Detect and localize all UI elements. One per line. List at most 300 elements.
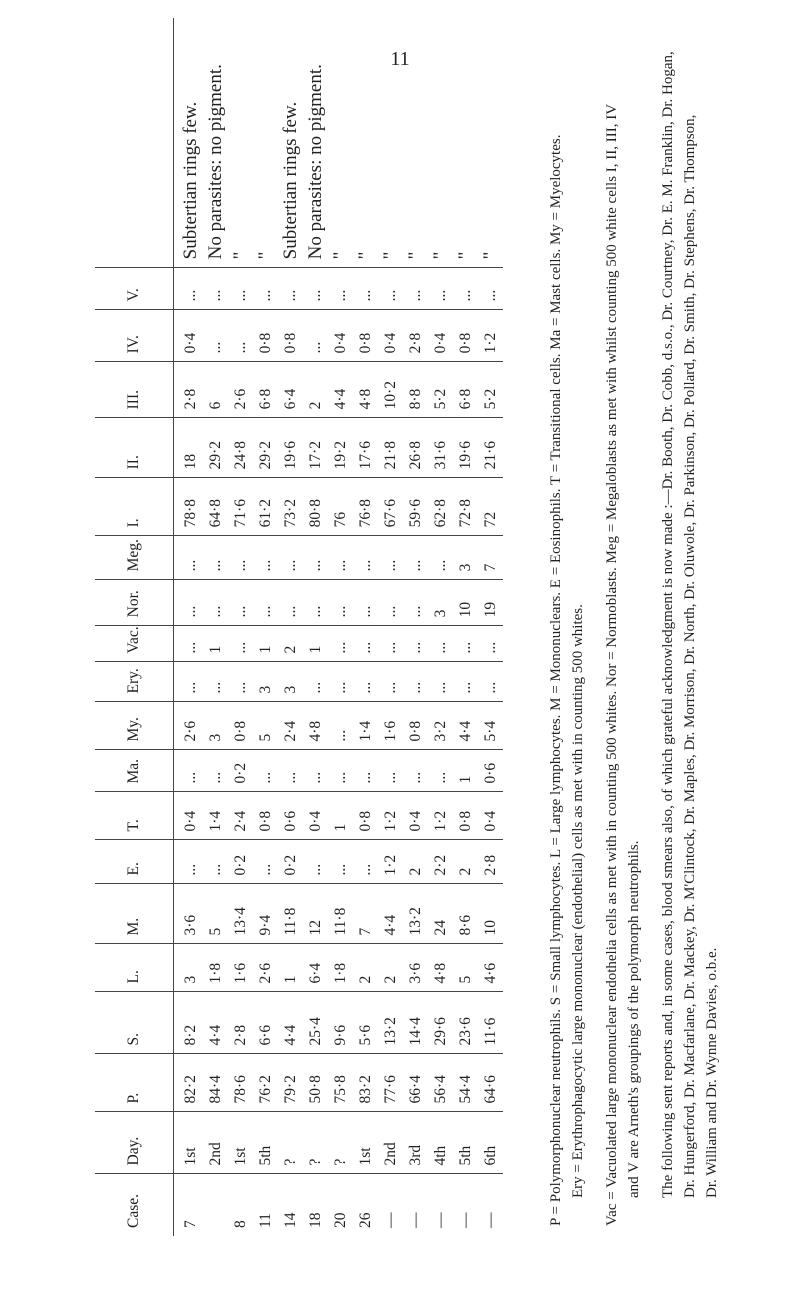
table-cell: ... [203,840,228,884]
table-body [95,18,503,1236]
table-cell: 1·2 [478,310,503,362]
table-cell: ... [174,750,204,792]
table-cell: 1 [278,944,303,992]
table-cell: 1 [453,750,478,792]
table-cell: 4·8 [428,944,453,992]
column-header: Day. [95,1112,174,1174]
table-cell: 6th [478,1112,503,1174]
footnote-line: P = Polymorphonuclear neutrophils. S = Small lymphocytes. L = Large lymphocytes. M = Mononuclears. E = Eosinophils. T = Transitional cells. Ma = Mast cells. My = Myelocytes. [548,134,564,1226]
remarks-cell: " [353,18,378,268]
blood-count-table [95,18,503,1236]
remarks-cell: No parasites: no pigment. [303,18,328,268]
table-cell: 76 [328,478,353,536]
table-cell: ... [428,626,453,662]
table-cell: 18 [174,418,204,478]
table-cell: 0·8 [253,792,278,840]
table-cell: 76·2 [253,1054,278,1112]
table-cell: ... [278,268,303,310]
table-cell: 4·4 [378,884,403,944]
table-cell: 26 [356,1212,374,1228]
table-cell: ... [353,750,378,792]
table-cell: ... [328,840,353,884]
column-header [95,18,174,268]
table-cell: 10·2 [378,362,403,418]
table-cell: ... [174,662,204,702]
remarks-cell: " [328,18,353,268]
table-cell: ... [203,750,228,792]
table-cell: ... [174,626,204,662]
table-cell: 7 [174,1174,204,1236]
table-cell: ... [353,580,378,626]
footnote-line: Vac = Vacuolated large mononuclear endothelia cells as met with in counting 500 whites. Nor = Normoblasts. Meg = Megaloblasts as met with whilst counting 500 white cells I, II, III, IV [604,103,620,1226]
remarks-cell: " [453,18,478,268]
table-cell: 3·6 [174,884,204,944]
table-cell: ... [253,536,278,580]
table-cell: 8·8 [403,362,428,418]
table-cell: 0·2 [278,840,303,884]
column-header: V. [95,268,174,310]
remarks-cell: Subtertian rings few. [278,18,303,268]
table-cell: ... [428,268,453,310]
remarks-cell: " [403,18,428,268]
table-cell: 4th [428,1112,453,1174]
table-cell: 24·8 [228,418,253,478]
table-cell: 0·4 [403,792,428,840]
table-cell: 64·8 [203,478,228,536]
remarks-cell: " [253,18,278,268]
column-header: Meg. [95,536,174,580]
table-cell: ... [203,310,228,362]
table-cell: 1·2 [428,792,453,840]
table-cell: 3 [253,662,278,702]
table-cell: ... [403,536,428,580]
table-cell: ... [428,662,453,702]
remarks-cell: " [478,18,503,268]
column-header: T. [95,792,174,840]
table-cell: ... [278,536,303,580]
table-cell: 4·8 [303,702,328,750]
table-cell: ... [328,268,353,310]
table-cell: ... [453,268,478,310]
table-cell: 19·6 [453,418,478,478]
table-cell: 0·4 [303,792,328,840]
table-row [174,18,204,1236]
table-cell: 11·8 [278,884,303,944]
table-cell: ... [328,702,353,750]
table-cell: 72·8 [453,478,478,536]
table-cell: 31·6 [428,418,453,478]
acknowledgment-line: Dr. Hungerford, Dr. Macfarlane, Dr. Mackey, Dr. M'Clintock, Dr. Maples, Dr. Morrison, Dr. North, Dr. Oluwole, Dr. Parkinson, Dr. Pollard, Dr. Smith, Dr. Stephens, Dr. Thompson, [682,114,698,1198]
table-cell: ... [353,268,378,310]
column-header: Nor. [95,580,174,626]
table-cell: ... [478,268,503,310]
table-cell: 8·2 [174,992,204,1054]
table-cell: 8·6 [453,884,478,944]
table-cell: 67·6 [378,478,403,536]
table-cell: 0·4 [428,310,453,362]
table-cell: ... [303,536,328,580]
table-cell: 6·8 [453,362,478,418]
table-cell: 0·4 [478,792,503,840]
table-cell: 78·8 [174,478,204,536]
page-number: 11 [390,48,410,70]
column-header: P. [95,1054,174,1112]
table-cell: 1st [228,1112,253,1174]
table-cell: ... [253,750,278,792]
table-cell: 9·6 [328,992,353,1054]
table-cell: — [456,1212,474,1228]
table-cell: 2·6 [174,702,204,750]
column-header: My. [95,702,174,750]
table-cell: 0·8 [353,310,378,362]
table-cell: 2·8 [403,310,428,362]
table-cell: ... [353,536,378,580]
table-cell: 2nd [378,1112,403,1174]
table-cell: ... [378,268,403,310]
table-cell: 4·4 [278,992,303,1054]
table-cell: 50·8 [303,1054,328,1112]
table-cell: 2·4 [228,792,253,840]
table-cell: 0·8 [278,310,303,362]
table-cell: 6·4 [278,362,303,418]
table-cell: 2·8 [478,840,503,884]
table-cell: 20 [331,1212,349,1228]
table-cell: ... [328,662,353,702]
table-cell: 7 [353,884,378,944]
table-cell: 21·8 [378,418,403,478]
table-cell: ... [203,536,228,580]
table-cell: ... [328,536,353,580]
table-cell: 4·4 [203,992,228,1054]
table-cell: 5th [253,1112,278,1174]
table-cell: ... [303,662,328,702]
table-cell: 56·4 [428,1054,453,1112]
table-cell: 2·8 [228,992,253,1054]
table-cell: ... [228,268,253,310]
table-cell: ... [403,626,428,662]
table-row [303,18,328,1236]
remarks-cell: " [378,18,403,268]
table-cell: 17·6 [353,418,378,478]
column-header: Ery. [95,662,174,702]
table-cell: 83·2 [353,1054,378,1112]
footnote-line: and V are Arneth's groupings of the polymorph neutrophils. [626,840,642,1198]
table-cell: 84·4 [203,1054,228,1112]
table-cell: — [481,1212,499,1228]
table-cell: ... [403,268,428,310]
table-cell: 0·2 [228,840,253,884]
column-header: III. [95,362,174,418]
table-cell [203,1174,228,1236]
table-cell: 64·6 [478,1054,503,1112]
table-cell: 0·2 [228,750,253,792]
column-header: L. [95,944,174,992]
table-cell: ... [378,580,403,626]
table-cell: ... [328,626,353,662]
table-cell: 1·6 [378,702,403,750]
table-cell: 1st [353,1112,378,1174]
table-cell: ... [353,840,378,884]
table-cell: 19·2 [328,418,353,478]
table-cell: 79·2 [278,1054,303,1112]
table-cell: ... [303,310,328,362]
table-cell: ? [278,1112,303,1174]
table-cell: ... [403,580,428,626]
table-cell: 76·8 [353,478,378,536]
table-cell: ... [453,662,478,702]
table-cell: ... [303,268,328,310]
table-cell: 5·2 [428,362,453,418]
table-cell: 82·2 [174,1054,204,1112]
table-row [428,18,453,1236]
table-cell: 11·8 [328,884,353,944]
table-cell: 0·8 [253,310,278,362]
table-cell: ... [228,580,253,626]
footnote-line: Ery = Erythrophagocytic large mononuclear (endothelial) cells as met with in counting 500 whites. [570,604,586,1198]
table-cell: 24 [428,884,453,944]
column-header: I. [95,478,174,536]
table-cell: 72 [478,478,503,536]
table-cell: 13·4 [228,884,253,944]
table-cell: 8 [231,1220,249,1228]
table-row [328,18,353,1236]
table-row [228,18,253,1236]
table-cell: ... [428,536,453,580]
table-cell: 11·6 [478,992,503,1054]
table-cell: ? [303,1112,328,1174]
table-cell: ... [303,750,328,792]
table-cell: 17·2 [303,418,328,478]
table-cell: 4·8 [353,362,378,418]
table-cell: 3 [278,662,303,702]
table-cell: 3rd [403,1112,428,1174]
table-cell: 18 [306,1212,324,1228]
table-row [253,18,278,1236]
table-cell: 62·8 [428,478,453,536]
table-cell: 1·6 [228,944,253,992]
column-header: E. [95,840,174,884]
table-cell: 5·2 [478,362,503,418]
table-cell: 19·6 [278,418,303,478]
column-header: Ma. [95,750,174,792]
table-cell: 0·8 [403,702,428,750]
table-cell: 0·4 [174,792,204,840]
table-row [478,18,503,1236]
table-cell: ... [403,750,428,792]
table-cell: 2·2 [428,840,453,884]
table-cell: 0·4 [174,310,204,362]
table-cell: 25·4 [303,992,328,1054]
table-cell: ... [253,268,278,310]
table-cell: 1·2 [378,840,403,884]
column-header: Vac. [95,626,174,662]
table-cell: ... [228,310,253,362]
table-cell: ... [253,840,278,884]
table-cell: 1 [253,626,278,662]
table-cell: 0·6 [478,750,503,792]
table-cell: 12 [303,884,328,944]
table-row [378,18,403,1236]
table-cell: ... [174,536,204,580]
remarks-cell: " [228,18,253,268]
table-cell: 3 [453,536,478,580]
table-cell: — [431,1212,449,1228]
table-cell: 5 [203,884,228,944]
table-row [453,18,478,1236]
column-header: IV. [95,310,174,362]
table-cell: 1 [303,626,328,662]
table-cell: ... [328,580,353,626]
remarks-cell: " [428,18,453,268]
table-cell: 29·2 [253,418,278,478]
table-cell: ... [174,580,204,626]
table-cell: 14·4 [403,992,428,1054]
table-cell: ... [328,750,353,792]
table-cell: 1st [174,1112,204,1174]
footnotes [545,36,723,1226]
table-cell: 2·6 [228,362,253,418]
table-cell: 13·2 [403,884,428,944]
table-cell: 3·6 [403,944,428,992]
table-cell: 4·4 [453,702,478,750]
table-row [353,18,378,1236]
table-cell: 2 [278,626,303,662]
table-cell: ... [203,580,228,626]
table-cell: 5·6 [353,992,378,1054]
acknowledgment-line: Dr. William and Dr. Wynne Davies, o.b.e. [704,947,720,1198]
table-cell: — [381,1212,399,1228]
table-cell: 1 [203,626,228,662]
table-cell: ... [174,840,204,884]
table-cell: ... [253,580,278,626]
table-cell: 2 [378,944,403,992]
table-cell: 5 [453,944,478,992]
table-cell: 1·2 [378,792,403,840]
table-cell: 2 [353,944,378,992]
table-cell: 0·8 [353,792,378,840]
table-cell: 78·6 [228,1054,253,1112]
column-header: II. [95,418,174,478]
table-cell: 75·8 [328,1054,353,1112]
table-cell: ... [478,662,503,702]
table-cell: 5·4 [478,702,503,750]
table-cell: 5 [253,702,278,750]
table-cell: 66·4 [403,1054,428,1112]
table-cell: 0·4 [328,310,353,362]
table-cell: 4·4 [328,362,353,418]
table-cell: 10 [453,580,478,626]
table-cell: 6·8 [253,362,278,418]
table-cell: ... [353,662,378,702]
table-cell: 10 [478,884,503,944]
table-cell: 2 [453,840,478,884]
table-cell: ... [478,626,503,662]
remarks-cell: Subtertian rings few. [174,18,204,268]
table-cell: 3·2 [428,702,453,750]
table-cell: ... [303,580,328,626]
table-cell: ... [353,626,378,662]
table-cell: 29·6 [428,992,453,1054]
table-row [403,18,428,1236]
table-cell: 6·4 [303,944,328,992]
table-cell: ... [203,268,228,310]
table-cell: 0·8 [228,702,253,750]
column-header: Case. [125,1193,142,1228]
table-row [203,18,228,1236]
table-cell: ? [328,1112,353,1174]
table-cell: 6·6 [253,992,278,1054]
table-cell: 1·4 [353,702,378,750]
table-cell: ... [378,626,403,662]
column-header: M. [95,884,174,944]
table-cell: 2nd [203,1112,228,1174]
table-cell: 29·2 [203,418,228,478]
table-cell: 0·4 [378,310,403,362]
table-cell: ... [203,662,228,702]
table-cell: 6 [203,362,228,418]
table-cell: 1·8 [328,944,353,992]
header-row [95,18,174,1236]
table-cell: 19 [478,580,503,626]
table-row [278,18,303,1236]
table-cell: 13·2 [378,992,403,1054]
table-cell: ... [278,750,303,792]
table-cell: 2·4 [278,702,303,750]
table-cell: 14 [281,1212,299,1228]
table-cell: ... [378,750,403,792]
table-cell: 80·8 [303,478,328,536]
table-cell: 71·6 [228,478,253,536]
table-cell: 61·2 [253,478,278,536]
table-cell: 23·6 [453,992,478,1054]
table-cell: 2 [303,362,328,418]
table-cell: — [406,1212,424,1228]
table-cell: 0·8 [453,310,478,362]
table-cell: 9·4 [253,884,278,944]
table-cell: ... [228,536,253,580]
table-cell: 73·2 [278,478,303,536]
table-cell: 1·8 [203,944,228,992]
table-cell: ... [303,840,328,884]
table-cell: 2·8 [174,362,204,418]
table-cell: 2 [403,840,428,884]
table-cell: 59·6 [403,478,428,536]
table-cell: 4·6 [478,944,503,992]
table-cell: 7 [478,536,503,580]
table-cell: ... [378,536,403,580]
table-cell: ... [453,626,478,662]
table-cell: 11 [256,1213,274,1228]
table-cell: ... [228,626,253,662]
table-cell: ... [174,268,204,310]
table-cell: 21·6 [478,418,503,478]
table-cell: 3 [203,702,228,750]
table-cell: 54·4 [453,1054,478,1112]
table-cell: 1 [328,792,353,840]
column-header: S. [95,992,174,1054]
table-cell: ... [428,750,453,792]
table-cell: 3 [174,944,204,992]
acknowledgment-line: The following sent reports and, in some cases, blood smears also, of which grateful acknowledgment is now made :—Dr. Booth, Dr. Cobb, d.s.o., Dr. Courtney, Dr. E. M. Franklin, Dr. Hogan, [660,51,676,1198]
table-cell: ... [228,662,253,702]
table-cell: 2·6 [253,944,278,992]
table-cell: 1·4 [203,792,228,840]
table-cell: ... [378,662,403,702]
table-cell: ... [278,580,303,626]
table-cell: 26·8 [403,418,428,478]
table-cell: ... [403,662,428,702]
table-cell: 0·6 [278,792,303,840]
